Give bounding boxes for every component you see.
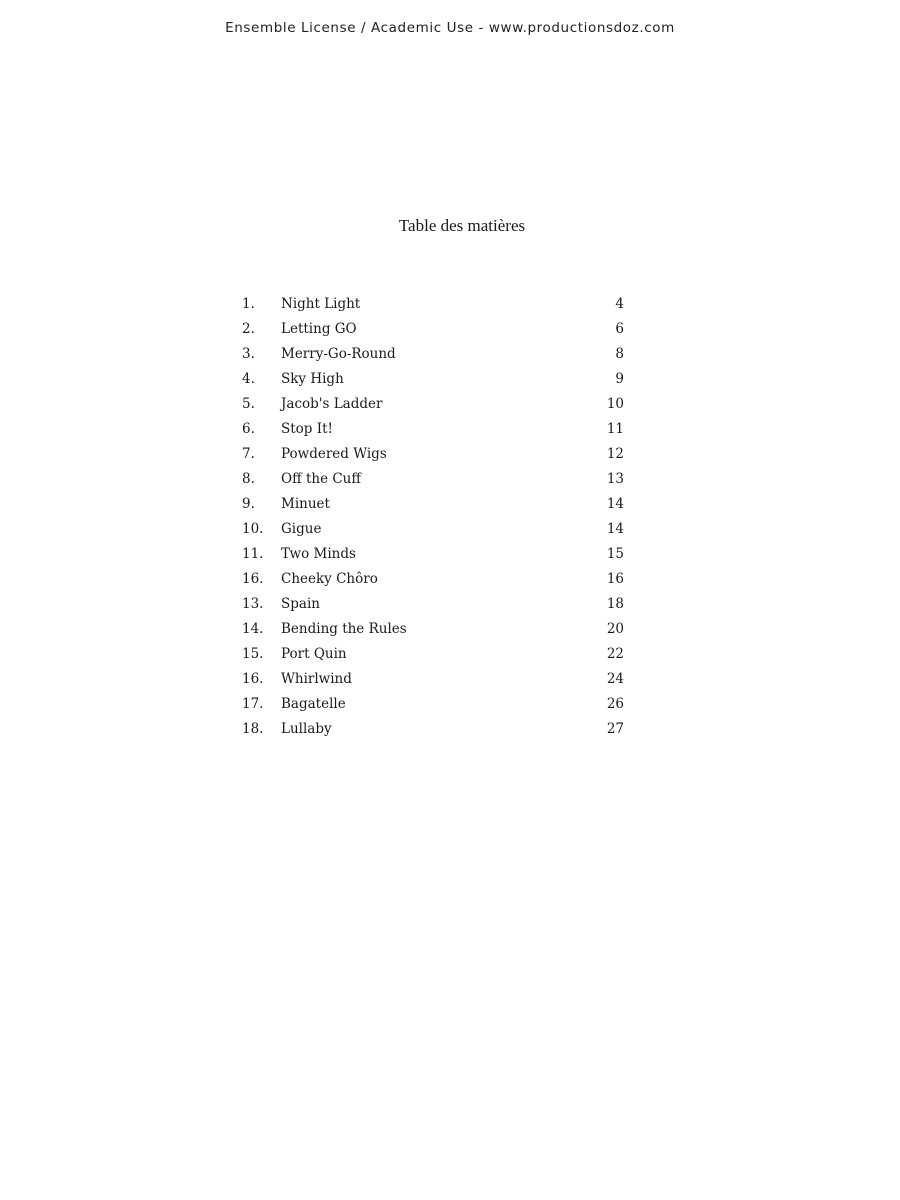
toc-entry: [242, 421, 624, 446]
toc-entry-number: 7.: [242, 446, 255, 462]
toc-entry: [242, 346, 624, 371]
toc-entry-page: 20: [606, 621, 624, 637]
toc-entry-number: 11.: [242, 546, 264, 562]
toc-entry-title: Bending the Rules: [281, 621, 407, 637]
toc-entry-page: 8: [615, 346, 624, 362]
toc-entry: [242, 596, 624, 621]
toc-entry-title: Merry-Go-Round: [281, 346, 396, 362]
toc-entry-page: 14: [606, 521, 624, 537]
toc-entry: [242, 696, 624, 721]
toc-entry-title: Off the Cuff: [281, 471, 361, 487]
toc-entry-number: 9.: [242, 496, 255, 512]
toc-entry-number: 16.: [242, 571, 264, 587]
toc-entry-number: 14.: [242, 621, 264, 637]
toc-entry-title: Spain: [281, 596, 320, 612]
toc-entry-title: Powdered Wigs: [281, 446, 387, 462]
toc-entry: [242, 546, 624, 571]
toc-entry: [242, 721, 624, 746]
toc-entry-title: Letting GO: [281, 321, 357, 337]
toc-entry-page: 22: [606, 646, 624, 662]
toc-entry-page: 16: [606, 571, 624, 587]
toc-entry: [242, 296, 624, 321]
toc-entry-number: 17.: [242, 696, 264, 712]
toc-entry-page: 11: [606, 421, 624, 437]
toc-entry-page: 10: [606, 396, 624, 412]
toc-entry-title: Gigue: [281, 521, 322, 537]
license-header: Ensemble License / Academic Use - www.productionsdoz.com: [225, 20, 675, 36]
toc-entry-number: 13.: [242, 596, 264, 612]
toc-entry-number: 18.: [242, 721, 264, 737]
toc-entry-page: 13: [606, 471, 624, 487]
toc-entry: [242, 571, 624, 596]
toc-title: Table des matières: [398, 216, 526, 235]
toc-entry-number: 8.: [242, 471, 255, 487]
toc-entry: [242, 521, 624, 546]
toc-entry: [242, 371, 624, 396]
toc-entry-page: 24: [606, 671, 624, 687]
toc-entry: [242, 446, 624, 471]
toc-entry-title: Lullaby: [281, 721, 332, 737]
toc-entry: [242, 496, 624, 521]
toc-list: [242, 296, 624, 746]
toc-entry-title: Night Light: [281, 296, 361, 312]
toc-entry-title: Whirlwind: [281, 671, 352, 687]
toc-entry-title: Stop It!: [281, 421, 333, 437]
toc-entry-page: 27: [606, 721, 624, 737]
toc-entry-title: Port Quin: [281, 646, 347, 662]
toc-entry-number: 3.: [242, 346, 255, 362]
toc-entry-title: Two Minds: [281, 546, 356, 562]
toc-entry-number: 16.: [242, 671, 264, 687]
toc-entry-page: 9: [615, 371, 624, 387]
toc-entry-page: 18: [606, 596, 624, 612]
toc-entry-number: 5.: [242, 396, 255, 412]
toc-entry-title: Sky High: [281, 371, 344, 387]
toc-entry-number: 10.: [242, 521, 264, 537]
toc-entry-number: 1.: [242, 296, 255, 312]
toc-entry-number: 2.: [242, 321, 255, 337]
toc-entry-number: 15.: [242, 646, 264, 662]
toc-entry-page: 6: [615, 321, 624, 337]
toc-entry-title: Jacob's Ladder: [281, 396, 383, 412]
toc-entry-number: 4.: [242, 371, 255, 387]
toc-entry: [242, 646, 624, 671]
toc-entry-title: Cheeky Chôro: [281, 571, 378, 587]
toc-entry: [242, 671, 624, 696]
toc-entry-number: 6.: [242, 421, 255, 437]
toc-entry-title: Minuet: [281, 496, 330, 512]
toc-entry-page: 15: [606, 546, 624, 562]
toc-entry-page: 4: [615, 296, 624, 312]
toc-entry: [242, 471, 624, 496]
toc-entry: [242, 321, 624, 346]
toc-entry-page: 14: [606, 496, 624, 512]
toc-entry: [242, 396, 624, 421]
toc-entry-page: 26: [606, 696, 624, 712]
toc-entry-title: Bagatelle: [281, 696, 346, 712]
toc-entry-page: 12: [606, 446, 624, 462]
toc-entry: [242, 621, 624, 646]
